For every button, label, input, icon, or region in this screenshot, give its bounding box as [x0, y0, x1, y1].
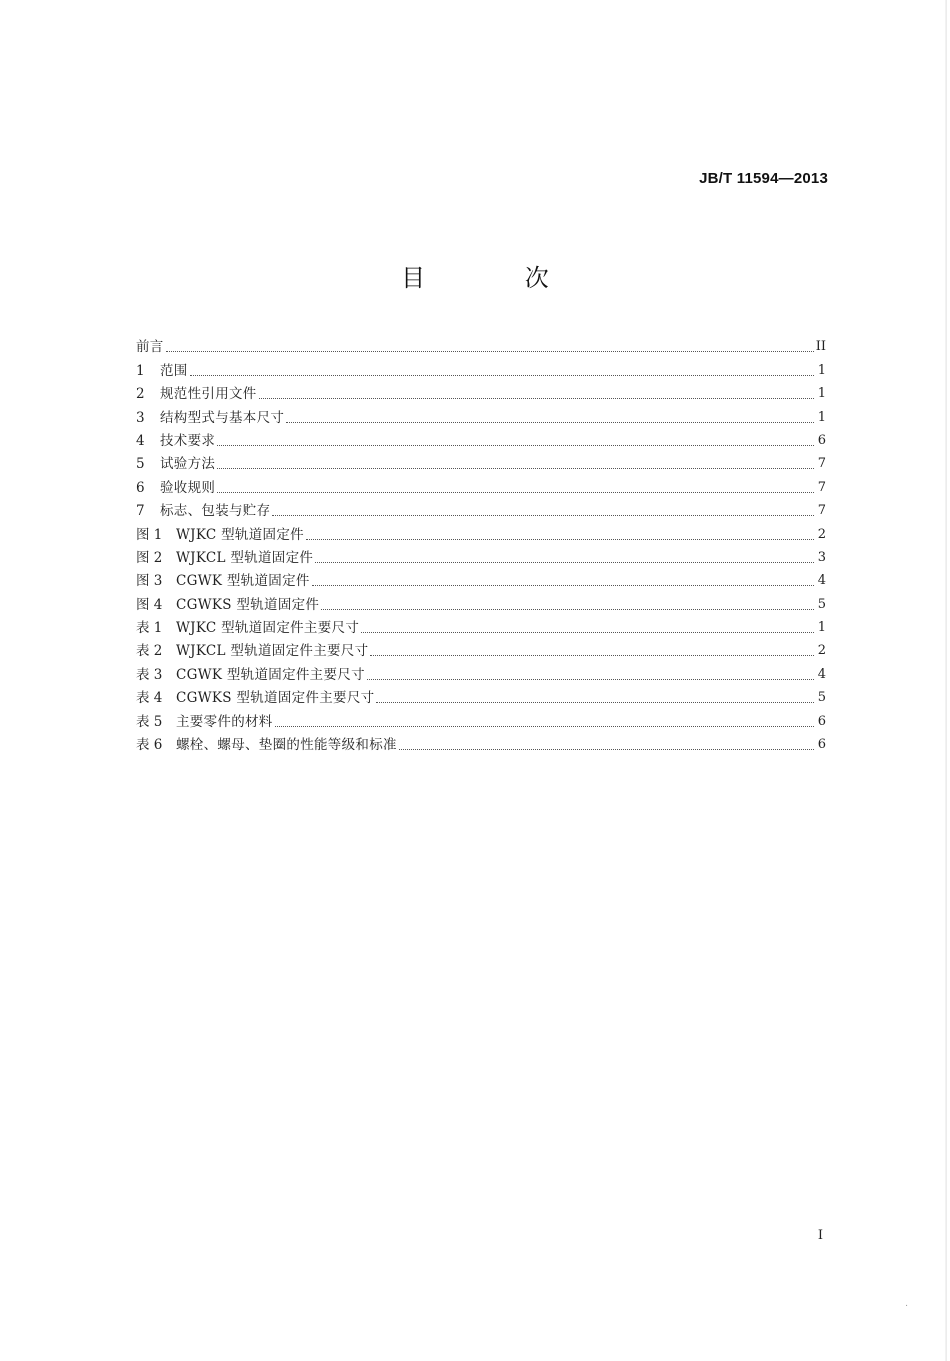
standard-code: JB/T 11594—2013 [699, 170, 828, 187]
toc-leader-dots [367, 678, 814, 680]
toc-entry-text: WJKCL 型轨道固定件 [176, 549, 314, 566]
toc-entry-table-2[interactable] [136, 637, 826, 660]
toc-leader-dots [321, 608, 814, 610]
toc-entry-text: WJKCL 型轨道固定件主要尺寸 [176, 643, 369, 660]
toc-entry-number: 表 6 [136, 737, 163, 754]
toc-entry-1[interactable] [136, 356, 826, 379]
toc-entry-page: 1 [817, 386, 826, 402]
scan-corner-mark: . [905, 1299, 908, 1309]
toc-entry-page: 2 [817, 526, 826, 542]
toc-entry-text: 主要零件的材料 [176, 713, 273, 730]
toc-leader-dots [315, 561, 814, 563]
toc-entry-5[interactable] [136, 450, 826, 473]
toc-entry-number: 2 [136, 386, 145, 403]
toc-entry-text: 前言 [136, 339, 164, 356]
toc-entry-7[interactable] [136, 497, 826, 520]
page-edge-shadow [945, 0, 947, 1361]
toc-entry-text: 试验方法 [160, 456, 216, 473]
toc-entry-text: CGWK 型轨道固定件主要尺寸 [176, 666, 365, 683]
toc-leader-dots [306, 538, 814, 540]
toc-entry-page: 1 [817, 409, 826, 425]
toc-entry-number: 4 [136, 432, 145, 449]
toc-title: 目 次 [401, 264, 595, 292]
toc-leader-dots [166, 350, 814, 352]
toc-entry-page: II [815, 339, 826, 355]
toc-entry-page: 2 [817, 643, 826, 659]
toc-leader-dots [190, 374, 814, 376]
toc-entry-page: 5 [817, 596, 826, 612]
toc-entry-table-4[interactable] [136, 684, 826, 707]
toc-entry-text: CGWKS 型轨道固定件主要尺寸 [176, 690, 375, 707]
toc-entry-number: 6 [136, 479, 145, 496]
toc-leader-dots [275, 725, 814, 727]
toc-entry-table-3[interactable] [136, 660, 826, 683]
toc-entry-number: 7 [136, 503, 145, 520]
toc-entry-foreword[interactable] [136, 333, 826, 356]
toc-entry-number: 表 5 [136, 713, 163, 730]
table-of-contents [136, 333, 826, 754]
toc-entry-number: 表 1 [136, 620, 163, 637]
toc-entry-text: 标志、包装与贮存 [160, 503, 271, 520]
toc-entry-number: 图 4 [136, 596, 163, 613]
toc-entry-page: 7 [817, 479, 826, 495]
toc-leader-dots [370, 654, 814, 656]
toc-entry-table-5[interactable] [136, 707, 826, 730]
toc-leader-dots [286, 421, 814, 423]
toc-leader-dots [361, 631, 814, 633]
toc-entry-text: CGWK 型轨道固定件 [176, 573, 310, 590]
toc-leader-dots [272, 514, 814, 516]
toc-entry-page: 6 [817, 432, 826, 448]
toc-leader-dots [312, 584, 814, 586]
toc-entry-number: 表 2 [136, 643, 163, 660]
toc-entry-text: 技术要求 [160, 432, 216, 449]
toc-entry-text: WJKC 型轨道固定件主要尺寸 [176, 620, 360, 637]
toc-leader-dots [376, 701, 814, 703]
toc-entry-text: WJKC 型轨道固定件 [176, 526, 304, 543]
toc-entry-2[interactable] [136, 380, 826, 403]
toc-leader-dots [399, 748, 814, 750]
toc-entry-number: 图 2 [136, 549, 163, 566]
toc-entry-page: 6 [817, 713, 826, 729]
toc-entry-text: 范围 [160, 362, 188, 379]
toc-entry-6[interactable] [136, 473, 826, 496]
toc-entry-number: 表 3 [136, 666, 163, 683]
toc-entry-text: 螺栓、螺母、垫圈的性能等级和标准 [176, 737, 397, 754]
toc-entry-page: 6 [817, 737, 826, 753]
toc-entry-page: 7 [817, 503, 826, 519]
toc-entry-number: 图 3 [136, 573, 163, 590]
toc-entry-figure-4[interactable] [136, 590, 826, 613]
toc-entry-figure-3[interactable] [136, 567, 826, 590]
toc-entry-page: 1 [817, 620, 826, 636]
toc-entry-3[interactable] [136, 403, 826, 426]
toc-entry-page: 4 [817, 573, 826, 589]
toc-entry-number: 1 [136, 362, 145, 379]
toc-entry-page: 3 [817, 549, 826, 565]
toc-entry-text: CGWKS 型轨道固定件 [176, 596, 320, 613]
toc-entry-number: 3 [136, 409, 145, 426]
toc-leader-dots [259, 397, 814, 399]
toc-entry-page: 4 [817, 666, 826, 682]
toc-entry-page: 5 [817, 690, 826, 706]
toc-entry-number: 图 1 [136, 526, 163, 543]
toc-leader-dots [217, 491, 814, 493]
toc-entry-text: 规范性引用文件 [160, 386, 257, 403]
toc-entry-number: 5 [136, 456, 145, 473]
toc-entry-number: 表 4 [136, 690, 163, 707]
toc-entry-figure-2[interactable] [136, 544, 826, 567]
toc-entry-table-6[interactable] [136, 731, 826, 754]
toc-entry-text: 验收规则 [160, 479, 216, 496]
toc-leader-dots [217, 444, 814, 446]
toc-entry-figure-1[interactable] [136, 520, 826, 543]
page-number: I [817, 1228, 823, 1243]
toc-leader-dots [217, 467, 814, 469]
toc-entry-page: 7 [817, 456, 826, 472]
toc-entry-page: 1 [817, 362, 826, 378]
toc-entry-table-1[interactable] [136, 614, 826, 637]
toc-entry-4[interactable] [136, 427, 826, 450]
toc-entry-text: 结构型式与基本尺寸 [160, 409, 285, 426]
